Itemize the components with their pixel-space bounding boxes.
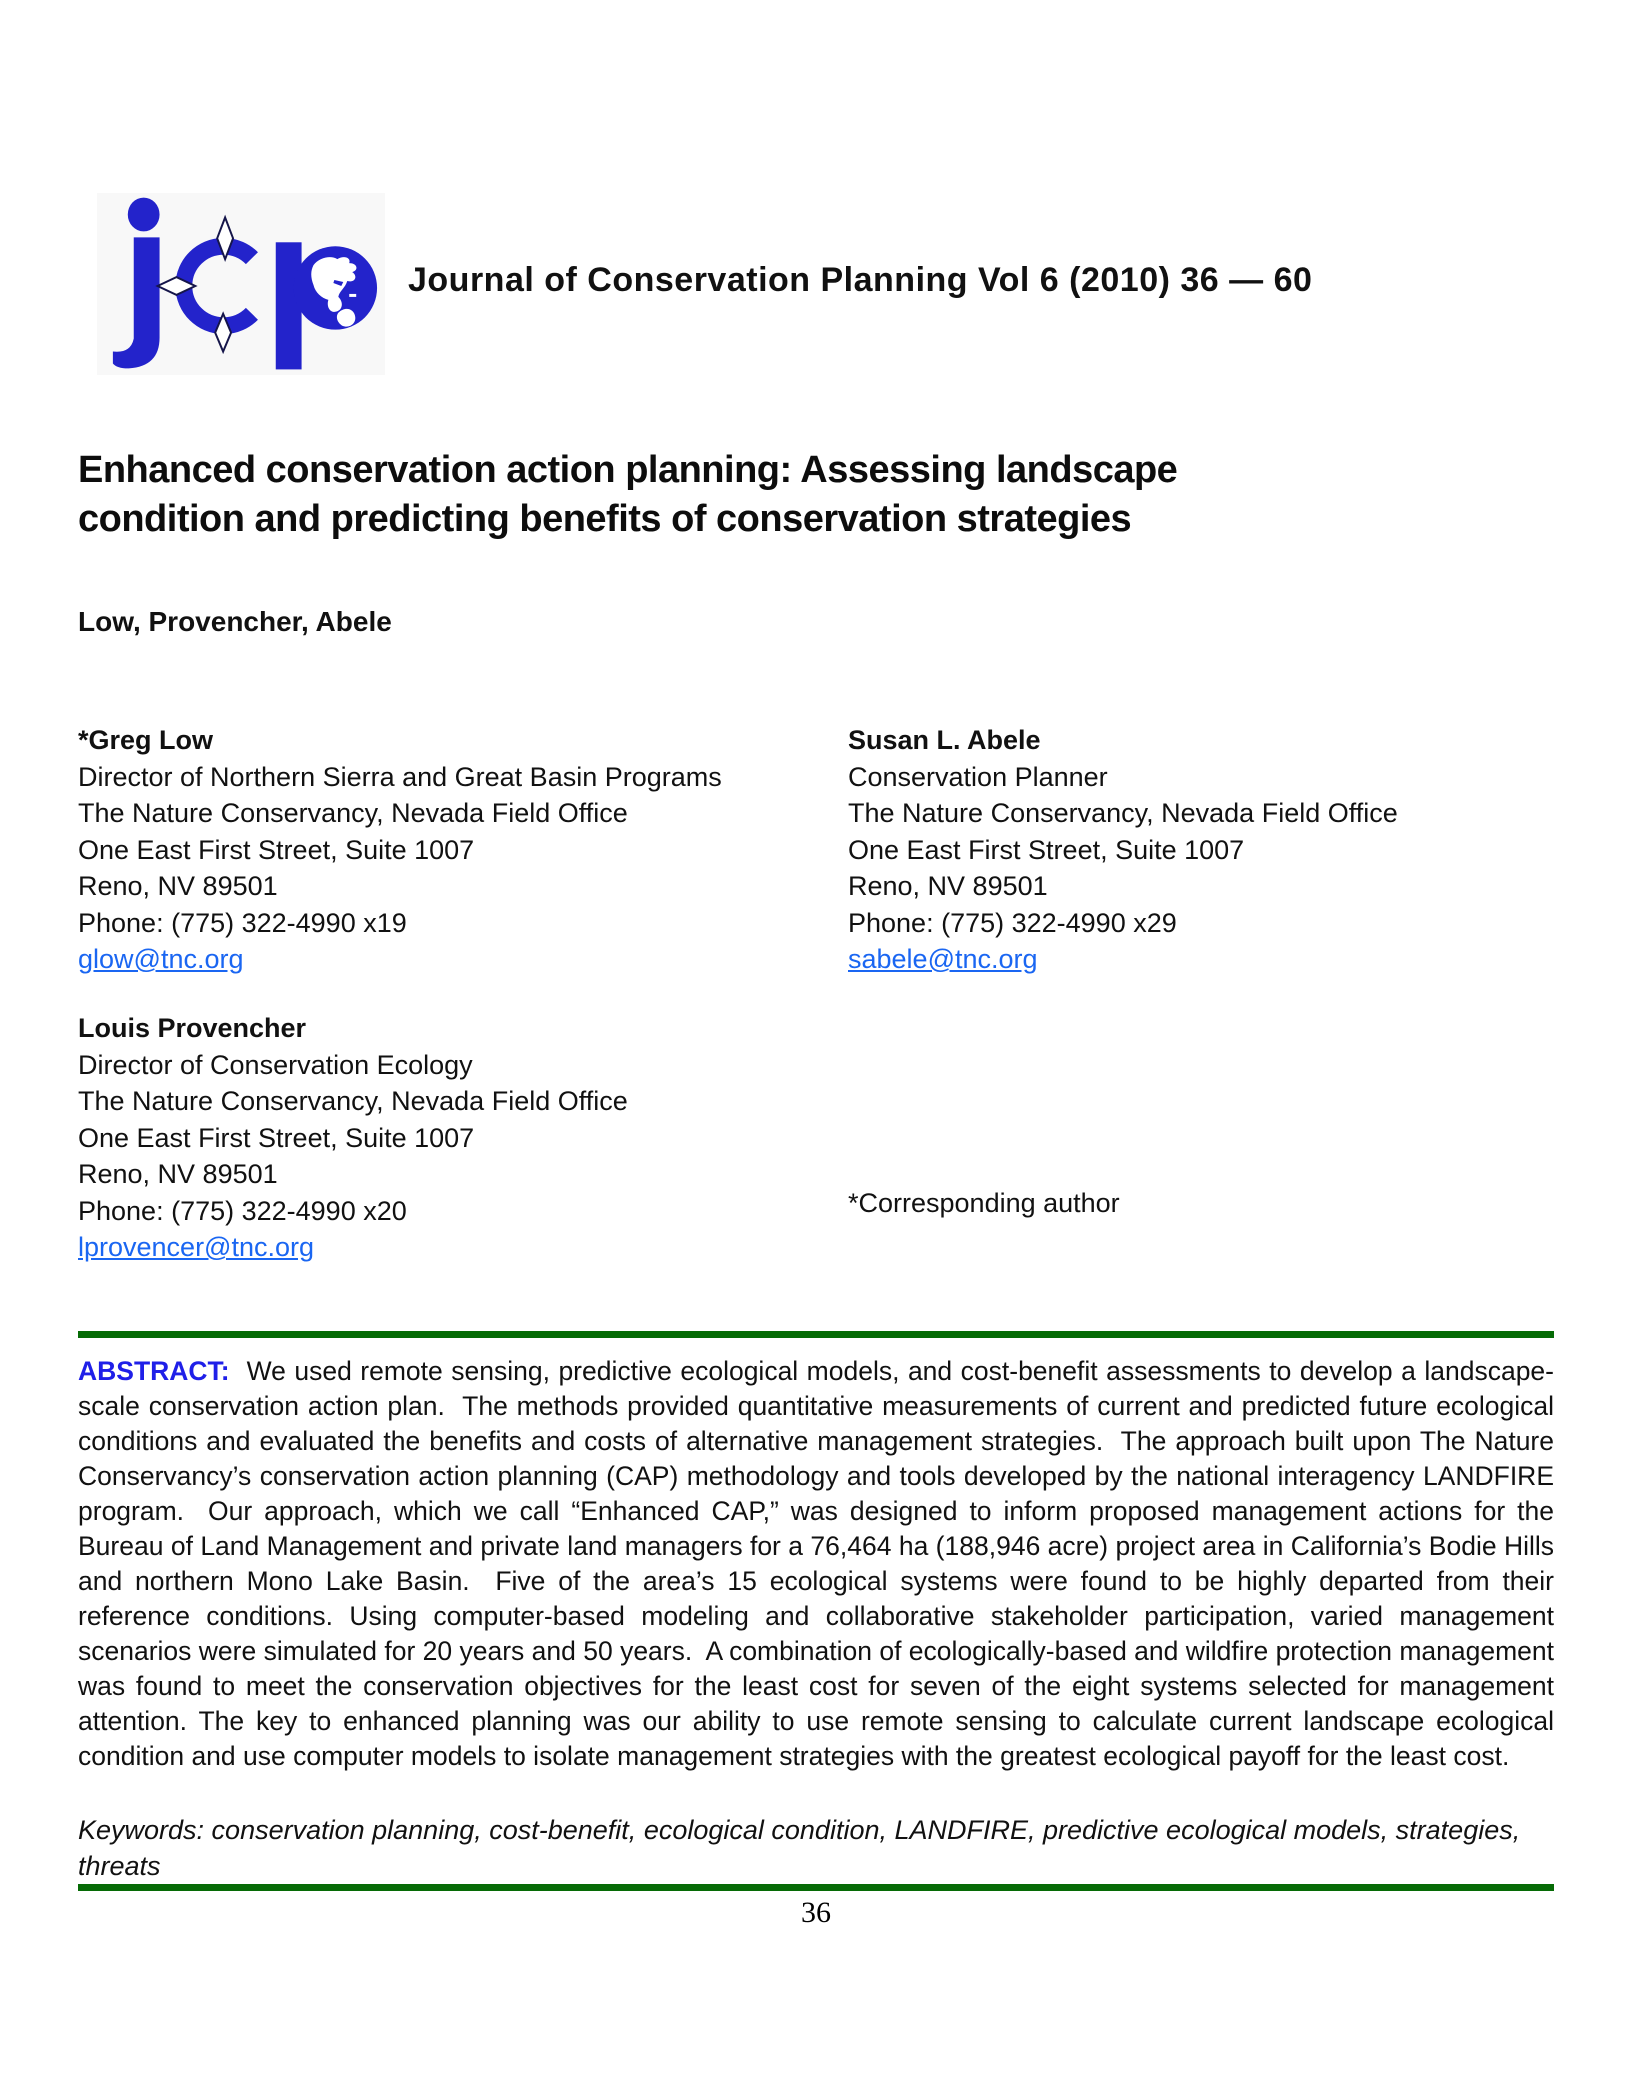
logo-letter-j	[113, 198, 160, 369]
abstract-paragraph	[78, 1354, 1562, 1774]
abstract-text: We used remote sensing, predictive ecological models, and cost-benefit assessments to develop a landscape-scale conservation action plan. The methods provided quantitative measurements of current and predicted future ecological conditions and evaluated the benefits and costs of alternative management strategies. The approach built upon The Nature Conservancy’s conservation action planning (CAP) methodology and tools developed by the national interagency LANDFIRE program. Our approach, which we call “Enhanced CAP,” was designed to inform proposed management actions for the Bureau of Land Management and private land managers for a 76,464 ha (188,946 acre) project area in California’s Bodie Hills and northern Mono Lake Basin. Five of the area’s 15 ecological systems were found to be highly departed from their reference conditions. Using computer-based modeling and collaborative stakeholder participation, varied management scenarios were simulated for 20 years and 50 years. A combination of ecologically-based and wildfire protection management was found to meet the conservation objectives for the least cost for seven of the eight systems selected for management attention. The key to enhanced planning was our ability to use remote sensing to calculate current landscape ecological condition and use computer models to isolate management strategies with the greatest ecological payoff for the least cost.	[78, 1356, 1562, 1771]
abstract-label: ABSTRACT:	[78, 1356, 230, 1386]
author-address: One East First Street, Suite 1007	[78, 834, 475, 865]
journal-header-title: Journal of Conservation Planning Vol 6 (2010) 36 — 60	[408, 261, 1313, 299]
keywords-line: Keywords: conservation planning, cost-benefit, ecological condition, LANDFIRE, predictive ecological models, strategies, threats	[78, 1815, 1521, 1881]
author-role: Director of Northern Sierra and Great Basin Programs	[78, 761, 722, 792]
jcp-logo	[97, 193, 385, 375]
author-city: Reno, NV 89501	[78, 871, 278, 901]
author-org: The Nature Conservancy, Nevada Field Office	[848, 798, 1398, 828]
corresponding-author-note: *Corresponding author	[848, 1188, 1120, 1218]
author-org: The Nature Conservancy, Nevada Field Office	[78, 798, 628, 828]
author-block-louis-provencher	[78, 1010, 798, 1266]
author-block-greg-low	[78, 722, 798, 978]
article-byline: Low, Provencher, Abele	[78, 606, 392, 637]
divider-rule-top	[78, 1331, 1554, 1338]
author-address: One East First Street, Suite 1007	[848, 834, 1245, 865]
author-phone: Phone: (775) 322-4990 x29	[848, 907, 1177, 938]
page-number: 36	[801, 1896, 831, 1929]
author-name: *Greg Low	[78, 725, 214, 755]
author-address: One East First Street, Suite 1007	[78, 1122, 475, 1153]
author-role: Director of Conservation Ecology	[78, 1049, 473, 1080]
author-city: Reno, NV 89501	[78, 1159, 278, 1189]
author-city: Reno, NV 89501	[848, 871, 1048, 901]
author-block-susan-abele	[848, 722, 1568, 978]
author-name: Susan L. Abele	[848, 725, 1041, 755]
author-role: Conservation Planner	[848, 761, 1108, 792]
jcp-logo-graphic	[97, 193, 385, 375]
logo-letter-p-globe	[276, 242, 377, 369]
author-phone: Phone: (775) 322-4990 x19	[78, 907, 407, 938]
author-email-link[interactable]: lprovencer@tnc.org	[78, 1232, 315, 1262]
author-email-link[interactable]: glow@tnc.org	[78, 944, 244, 974]
compass-needle-icons	[158, 217, 233, 351]
divider-rule-bottom	[78, 1884, 1554, 1891]
article-title: Enhanced conservation action planning: Assessing landscape condition and predicting benefits of conservation strategies	[78, 449, 1178, 540]
globe-island-dash	[349, 294, 356, 297]
author-name: Louis Provencher	[78, 1013, 307, 1043]
author-org: The Nature Conservancy, Nevada Field Office	[78, 1086, 628, 1116]
author-phone: Phone: (775) 322-4990 x20	[78, 1195, 407, 1226]
author-email-link[interactable]: sabele@tnc.org	[848, 944, 1038, 974]
